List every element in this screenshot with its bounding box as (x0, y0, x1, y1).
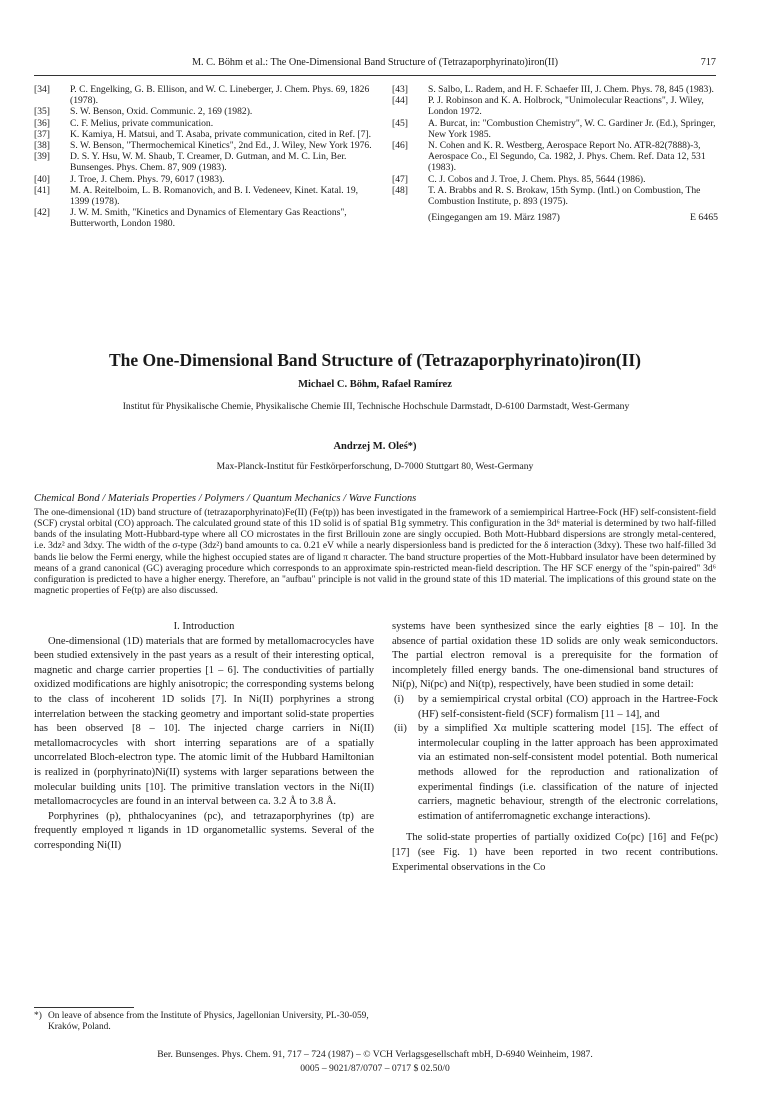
reference-number: [48] (392, 184, 408, 196)
reference-number: [46] (392, 140, 408, 152)
reference-number: [35] (34, 106, 50, 118)
authors-primary: Michael C. Böhm, Rafael Ramírez (298, 379, 452, 390)
reference-text: A. Burcat, in: "Combustion Chemistry", W. C. Gardiner Jr. (Ed.), Springer, New York 1985. (428, 117, 716, 140)
footnote-entry (34, 1011, 374, 1033)
section-title: I. Introduction (173, 621, 235, 632)
reference-number: [43] (392, 84, 408, 95)
references-left-column (34, 84, 374, 230)
reference-item (34, 207, 374, 229)
reference-number: [38] (34, 140, 50, 152)
reference-text: J. W. M. Smith, "Kinetics and Dynamics of Elementary Gas Reactions", Butterworth, London 1980. (70, 207, 347, 230)
body-paragraph: The solid-state properties of partially oxidized Co(pc) [16] and Fe(pc) [17] (see Fig. 1) have been reported in two recent contributions. Experimental observations in the Co (392, 832, 718, 873)
references-right-column (392, 84, 718, 223)
reference-text: C. J. Cobos and J. Troe, J. Chem. Phys. 85, 5644 (1986). (428, 173, 646, 185)
body-left-column (34, 620, 374, 854)
reference-item (392, 174, 718, 185)
reference-text: J. Troe, J. Chem. Phys. 79, 6017 (1983). (70, 173, 225, 185)
footnote-rule (34, 1007, 134, 1008)
journal-code: 0005 – 9021/87/0707 – 0717 $ 02.50/0 (300, 1063, 450, 1074)
reference-number: [39] (34, 151, 50, 163)
reference-item (34, 174, 374, 185)
body-paragraph: systems have been synthesized since the early eighties [8 – 10]. In the absence of partial oxidation these 1D solids are only weak semiconductors. The partial electron removal is a prerequisite for the formation of incompletely filled energy bands. The one-dimensional band structures of Ni(p), Ni(pc) and Ni(tp), respectively, have been studied in some detail: (392, 621, 718, 691)
keywords: Chemical Bond / Materials Properties / Polymers / Quantum Mechanics / Wave Functions (34, 493, 417, 504)
reference-number: [40] (34, 173, 50, 185)
list-item (392, 722, 718, 824)
reference-text: S. W. Benson, "Thermochemical Kinetics", 2nd Ed., J. Wiley, New York 1976. (70, 140, 372, 152)
authors-secondary: Andrzej M. Oleś*) (333, 441, 417, 452)
body-paragraph: One-dimensional (1D) materials that are formed by metallomacrocycles have been studied extensively in the past years as a result of their interesting optical, magnetic and charge carrier properties [1 – 6]. The conductivities of partially oxidized modifications are highly anisotropic; the corresponding systems belong to the class of incoherent 1D solids [7]. In Ni(II) porphyrines a strong interrelation between the stacking geometry and important solid-state properties has been observed [8 – 10]. The injected charge carriers in Ni(II) metallomacrocycles with short interring separations are of a spatially uncorrelated Bloch-electron type. The atomic limit of the Hubbard Hamiltonian is realized in (porphyrinato)Ni(II) systems with larger separations between the molecular building units [10]. The primitive translation vectors in the Ni(II) metallomacrocycles are found in an interval between ca. 3.2 Å to 3.8 Å. (34, 635, 374, 808)
reference-text: T. A. Brabbs and R. S. Brokaw, 15th Symp. (Intl.) on Combustion, The Combustion Institute, p. 893 (1975). (428, 184, 701, 208)
reference-text: D. S. Y. Hsu, W. M. Shaub, T. Creamer, D. Gutman, and M. C. Lin, Ber. Bunsenges. Phys. Chem. 87, 909 (1983). (70, 151, 347, 174)
body-paragraph: Porphyrines (p), phthalocyanines (pc), and tetrazaporphyrines (tp) are frequently employed π ligands in 1D organometallic systems. Several of the corresponding Ni(II) (34, 810, 374, 851)
reference-number: [36] (34, 117, 50, 129)
header-rule (34, 75, 716, 76)
reference-number: [37] (34, 128, 50, 140)
reference-item (392, 84, 718, 95)
article-title: The One-Dimensional Band Structure of (Tetrazaporphyrinato)iron(II) (109, 350, 641, 370)
reference-number: [41] (34, 184, 50, 196)
reference-item (34, 106, 374, 117)
reference-text: C. F. Melius, private communication. (70, 117, 214, 129)
reference-number: [45] (392, 117, 408, 129)
running-title: M. C. Böhm et al.: The One-Dimensional Band Structure of (Tetrazaporphyrinato)iron(II) (191, 57, 559, 68)
list-label: (i) (394, 693, 404, 705)
footnote-text: On leave of absence from the Institute of Physics, Jagellonian University, PL-30-059, Kraków, Poland. (48, 1011, 369, 1032)
running-head (34, 57, 716, 73)
reference-item (34, 151, 374, 173)
reference-item (34, 84, 374, 106)
reference-item (392, 140, 718, 174)
reference-text: N. Cohen and K. R. Westberg, Aerospace Report No. ATR-82(7888)-3, Aerospace Co., El Segundo, Ca. 1982, J. Phys. Chem. Ref. Data 12, 531 (1983). (428, 140, 706, 174)
received-date: (Eingegangen am 19. März 1987) (428, 212, 560, 224)
received-line (392, 212, 718, 223)
reference-text: K. Kamiya, H. Matsui, and T. Asaba, private communication, cited in Ref. [7]. (70, 128, 371, 140)
body-right-column (392, 620, 718, 875)
page-number: 717 (700, 57, 716, 68)
affiliation-secondary: Max-Planck-Institut für Festkörperforschung, D-7000 Stuttgart 80, West-Germany (216, 461, 534, 472)
footnote-mark: *) (34, 1011, 42, 1021)
reference-item (34, 185, 374, 207)
abstract: The one-dimensional (1D) band structure of (tetrazaporphyrinato)Fe(II) (Fe(tp)) has been investigated in the framework of a semiempirical Hartree-Fock (HF) self-consistent-field (SCF) crystal orbital (CO) approach. The calculated ground state of this 1D solid is of spatial B1g symmetry. This configuration in the 3d⁶ material is determined by two half-filled bands of the insulating Mott-Hubbard-type where all CO microstates in the first Brillouin zone are singly occupied. Both Mott-Hubbard dispersions are strongly metal-centered, i.e. 3dz² and 3dxy. The width of the σ-type (3dz²) band amounts to ca. 0.21 eV while a nearly dispersionless band is predicted for the δ interaction (3dxy). These two half-filled 3d bands lie below the Fermi energy, while the highest occupied states are of ligand π character. The band structure properties of the Mott-Hubbard insulator have been determined by means of a grand canonical (GC) averaging procedure which corresponds to an approximate spin-restricted mean-field description. The HF SCF energy of the "spin-paired" 3d⁶ configuration is predicted to have a higher energy. Therefore, an "aufbau" principle is not valid in the ground state of this 1D material. The implications of this ground state on the magnetic properties of Fe(tp) are also discussed. (34, 508, 716, 597)
reference-text: P. C. Engelking, G. B. Ellison, and W. C. Lineberger, J. Chem. Phys. 69, 1826 (1978). (70, 84, 370, 107)
reference-item (392, 185, 718, 207)
manuscript-code: E 6465 (689, 212, 718, 224)
list-label: (ii) (394, 723, 407, 735)
reference-text: S. W. Benson, Oxid. Communic. 2, 169 (1982). (70, 106, 253, 118)
reference-item (392, 95, 718, 117)
reference-number: [34] (34, 84, 50, 95)
reference-text: S. Salbo, L. Radem, and H. F. Schaefer III, J. Chem. Phys. 78, 845 (1983). (428, 84, 714, 95)
reference-item (392, 118, 718, 140)
list-text: by a semiempirical crystal orbital (CO) approach in the Hartree-Fock (HF) self-consistent-field (SCF) formalism [11 – 14], and (418, 693, 718, 720)
reference-item (34, 140, 374, 151)
affiliation-primary: Institut für Physikalische Chemie, Physikalische Chemie III, Technische Hochschule Darmstadt, D-6100 Darmstadt, West-Germany (122, 401, 630, 412)
reference-text: M. A. Reitelboim, L. B. Romanovich, and B. I. Vedeneev, Kinet. Katal. 19, 1399 (1978). (70, 184, 359, 208)
paragraph-gap (392, 824, 718, 831)
reference-item (34, 118, 374, 129)
footnote (34, 1011, 374, 1033)
reference-item (34, 129, 374, 140)
list-text: by a simplified Xα multiple scattering model [15]. The effect of intermolecular coupling in the latter approach has been approximated via an estimated non-self-consistent model potential. Both numerical methods allowed for the reproduction and rationalization of experimental findings (i.e. classification of the nature of injected carriers, magnetic behaviour, strength of the electronic correlations, estimation of antiferromagnetic exchange interactions). (418, 723, 718, 822)
reference-text: P. J. Robinson and K. A. Holbrock, "Unimolecular Reactions", J. Wiley, London 1972. (428, 95, 704, 118)
journal-citation: Ber. Bunsenges. Phys. Chem. 91, 717 – 724 (1987) – © VCH Verlagsgesellschaft mbH, D-6940 Weinheim, 1987. (157, 1049, 593, 1060)
reference-number: [44] (392, 95, 408, 107)
reference-number: [47] (392, 173, 408, 185)
list-item (392, 693, 718, 722)
reference-number: [42] (34, 207, 50, 219)
